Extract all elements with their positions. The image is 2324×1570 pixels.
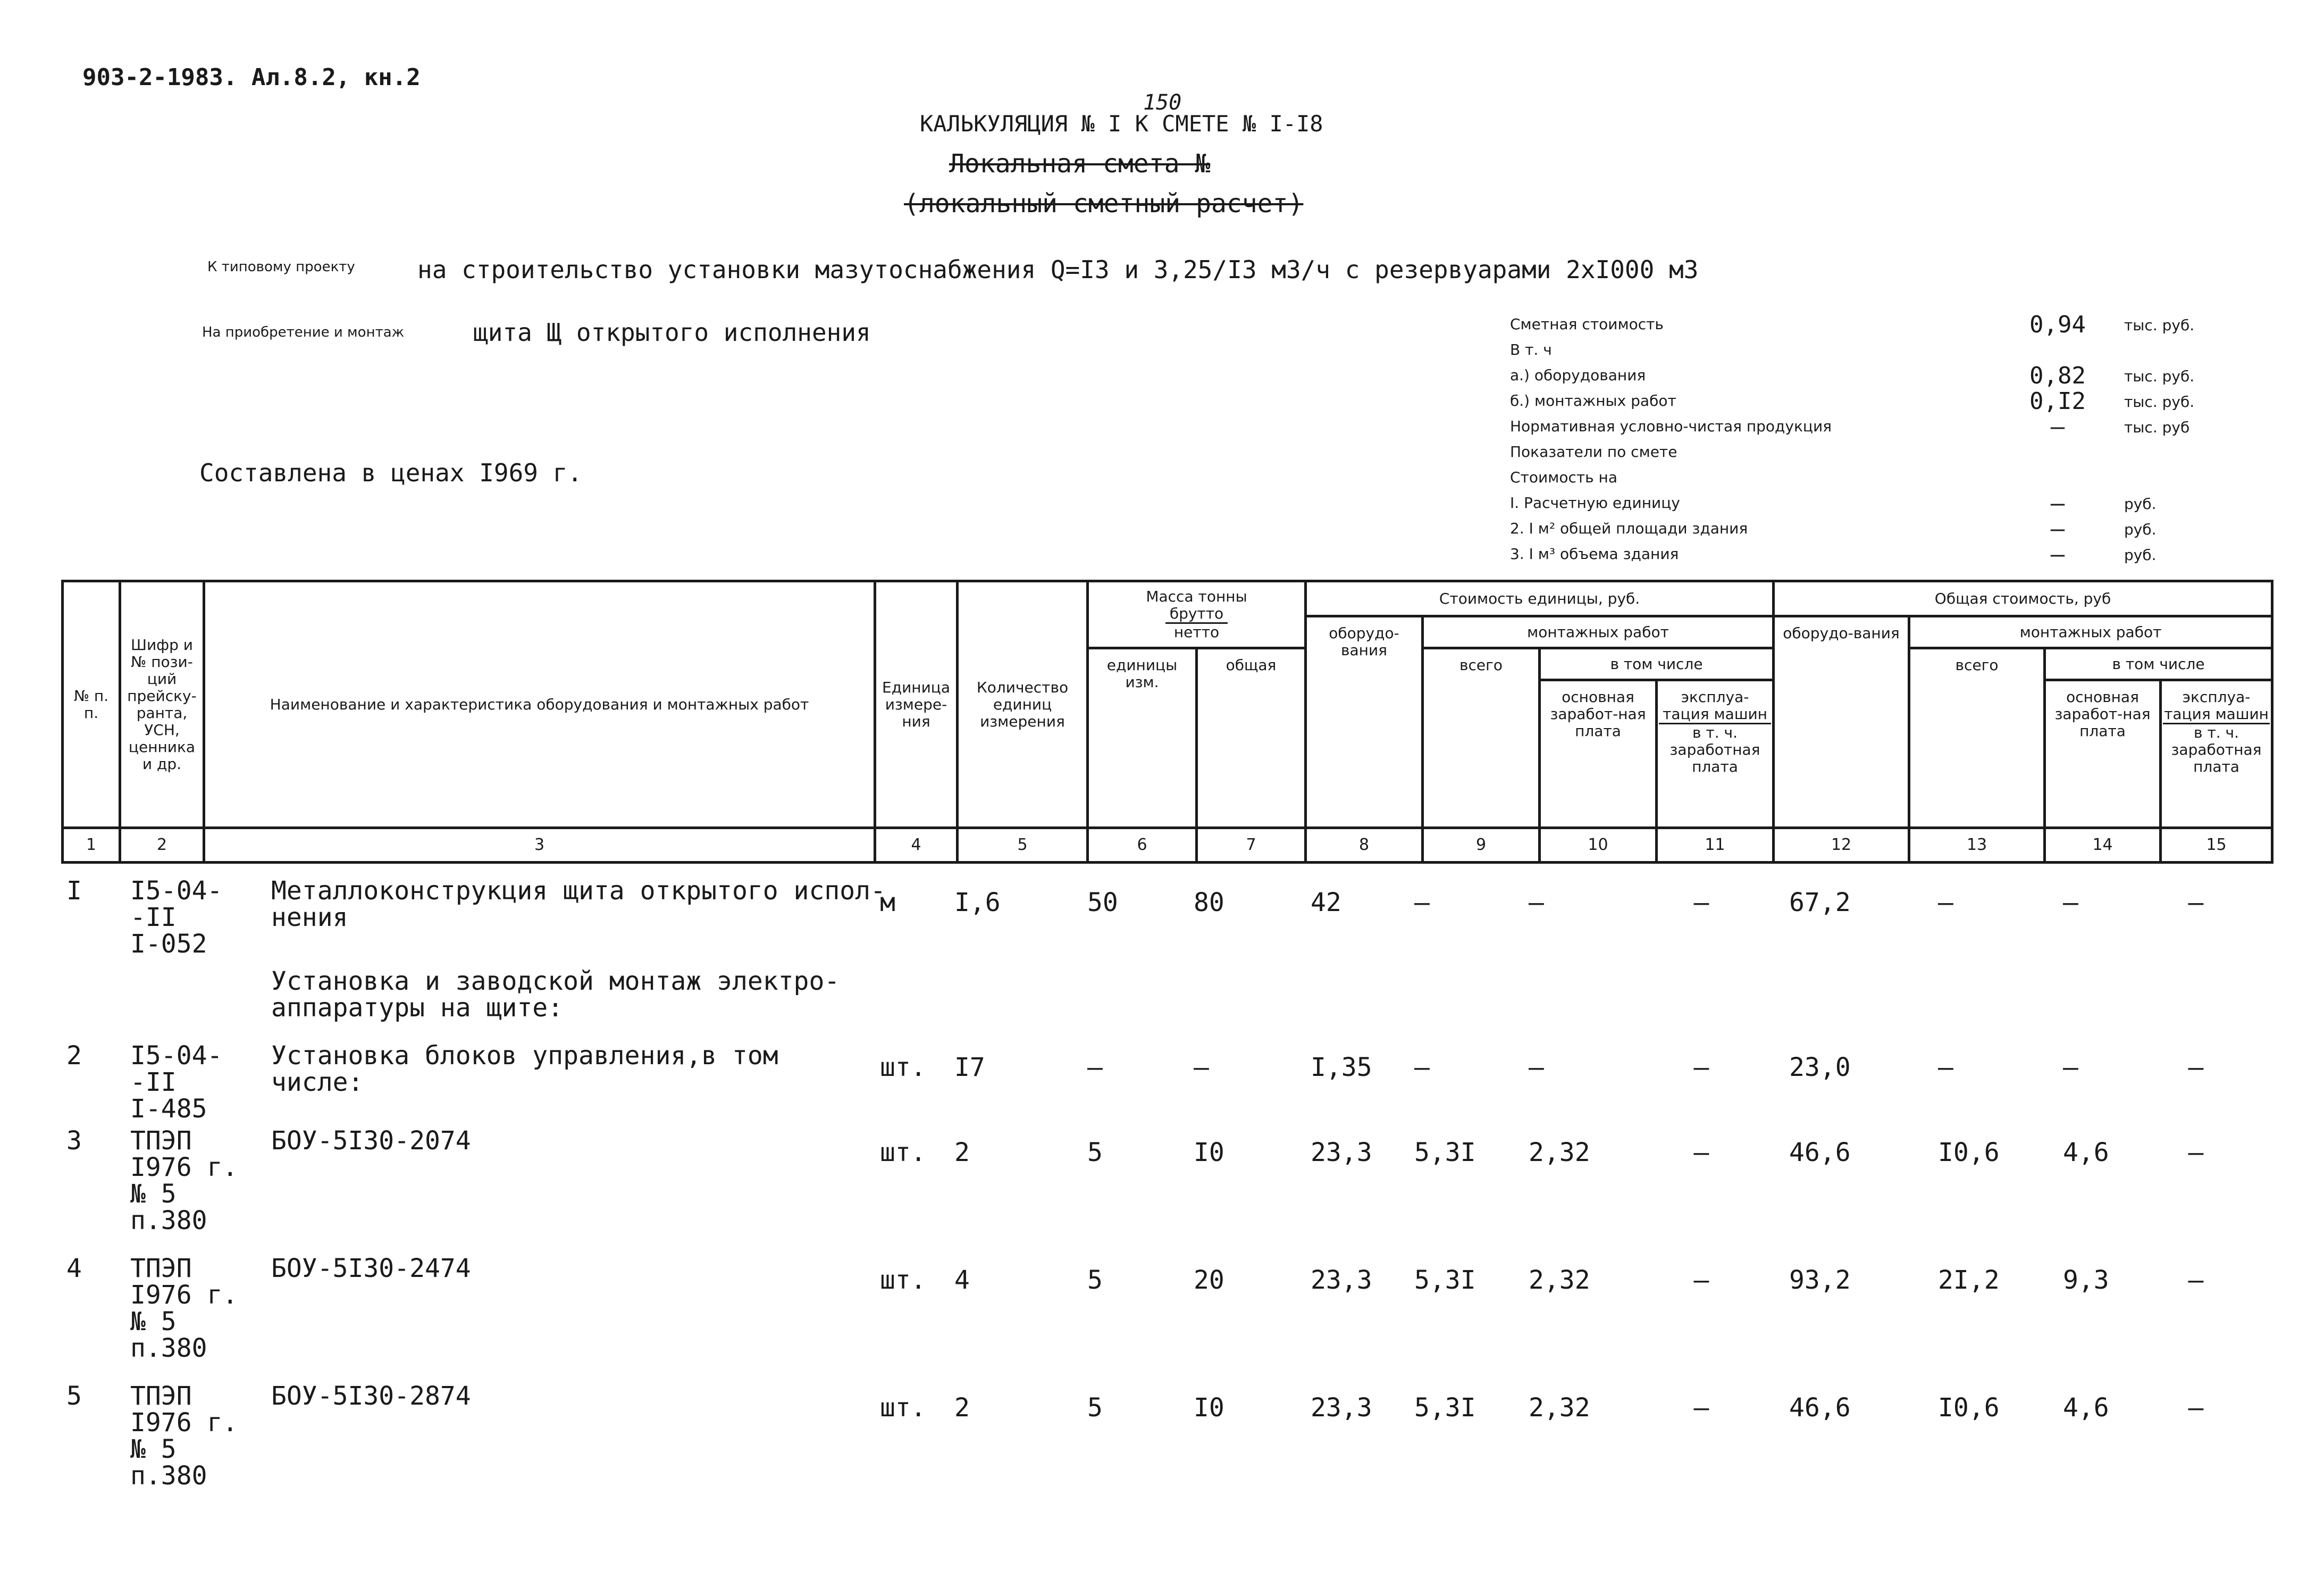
summary-row [1510,413,2254,439]
table-body [61,878,2270,1489]
summary-value: – [2050,413,2065,440]
hdr-total-machine-wage: в т. ч. заработная плата [2171,724,2262,775]
row-equipment-cost: 23,3 [1311,1393,1372,1423]
hdr-col-code: Шифр и № пози-ций прейску-ранта, УСН, ценника и др. [120,581,204,828]
row-machine: – [1693,1138,1709,1167]
summary-row [1510,464,2254,490]
hdr-unit-mount-all: всего [1423,648,1540,828]
row-number: 4 [66,1254,82,1283]
row-number: 5 [66,1381,82,1411]
table-row [61,1383,2270,1489]
row-number: 3 [66,1126,82,1156]
hdr-total-machine [2161,680,2272,828]
table-row [61,968,2270,1042]
row-total-mount-all: – [1938,1053,1953,1082]
row-total-mount-all: – [1938,888,1953,917]
row-base-wage: 2,32 [1529,1393,1590,1423]
hdr-mass-netto: нетто [1173,623,1220,641]
summary-value: 0,82 [2029,362,2086,389]
summary-unit: тыс. руб. [2124,368,2195,385]
row-total-machine: – [2188,1138,2204,1167]
row-unit: шт. [880,1265,926,1295]
row-total-base-wage: 9,3 [2063,1265,2109,1295]
struck-title-line1: Локальная смета № [949,149,1211,179]
row-number: 2 [66,1041,82,1071]
row-mass-total: I0 [1194,1138,1224,1167]
hdr-mass-total: общая [1197,648,1306,828]
hdr-total-mount: монтажных работ [1909,616,2272,648]
summary-unit: руб. [2124,521,2157,538]
hdr-unit-machine-op: эксплуа-тация машин [1659,689,1771,724]
hdr-total-mount-all: всего [1909,648,2045,828]
row-qty: I,6 [954,888,1001,917]
row-total-machine: – [2188,1265,2204,1295]
hdr-total-incl: в том числе [2045,648,2272,680]
summary-row [1510,439,2254,464]
summary-label: Стоимость на [1510,469,1618,486]
row-mass-unit: – [1087,1053,1103,1082]
hdr-mass-label: Масса тонны [1146,588,1247,605]
row-unit: шт. [880,1393,926,1423]
hdr-col-no: № п. п. [63,581,120,828]
hdr-total-cost-group: Общая стоимость, руб [1774,581,2272,616]
row-equipment-cost: 23,3 [1311,1138,1372,1167]
row-name: Установка блоков управления,в том числе: [271,1041,778,1097]
column-number: 12 [1774,828,1909,863]
summary-unit: тыс. руб. [2124,393,2195,411]
hdr-mass-brutto: брутто [1165,605,1228,624]
row-mass-unit: 5 [1087,1265,1103,1295]
row-total-equipment: 23,0 [1789,1053,1851,1082]
row-name: Установка и заводской монтаж электро- аппаратуры на щите: [271,966,840,1023]
row-name: БОУ-5I30-2474 [271,1254,471,1283]
summary-row [1510,388,2254,413]
summary-value: 0,94 [2029,311,2086,338]
column-number: 2 [120,828,204,863]
document-id: 903-2-1983. Ал.8.2, кн.2 [82,64,421,91]
row-machine: – [1693,888,1709,917]
row-machine: – [1693,1265,1709,1295]
row-total-equipment: 93,2 [1789,1265,1851,1295]
handwritten-number: 150 [1143,90,1182,115]
row-mount-all: 5,3I [1414,1265,1476,1295]
row-total-equipment: 46,6 [1789,1393,1851,1423]
summary-label: Показатели по смете [1510,443,1677,461]
summary-row [1510,337,2254,362]
row-equipment-cost: 42 [1311,888,1341,917]
column-number: 5 [958,828,1088,863]
row-total-base-wage: – [2063,888,2078,917]
row-code: I5-04- -II I-052 [130,876,223,959]
summary-unit: тыс. руб. [2124,316,2195,334]
row-total-mount-all: I0,6 [1938,1138,2000,1167]
row-equipment-cost: I,35 [1311,1053,1372,1082]
row-mass-total: 20 [1194,1265,1224,1295]
table-row [61,1128,2270,1255]
hdr-unit-machine-wage: в т. ч. заработная плата [1669,724,1760,775]
row-unit: м [880,888,895,917]
hdr-unit-equipment: оборудо-вания [1306,616,1423,828]
calculation-title: КАЛЬКУЛЯЦИЯ № I К СМЕТЕ № I-I8 [920,111,1323,137]
summary-label: В т. ч [1510,341,1552,358]
row-mass-unit: 5 [1087,1393,1103,1423]
row-machine: – [1693,1393,1709,1423]
hdr-total-equipment: оборудо-вания [1774,616,1909,828]
row-total-mount-all: I0,6 [1938,1393,2000,1423]
summary-value: – [2050,490,2065,517]
purpose-label: На приобретение и монтаж [202,324,405,340]
cost-summary [1510,311,2254,566]
summary-label: Сметная стоимость [1510,315,1664,333]
row-unit: шт. [880,1053,926,1082]
column-number: 14 [2045,828,2161,863]
row-code: ТПЭП I976 г. № 5 п.380 [130,1254,238,1363]
row-total-base-wage: – [2063,1053,2078,1082]
row-machine: – [1693,1053,1709,1082]
row-mount-all: 5,3I [1414,1393,1476,1423]
row-number: I [66,876,82,906]
hdr-unit-machine [1657,680,1774,828]
column-number: 6 [1088,828,1197,863]
struck-title-line2: (локальный сметный расчет) [904,189,1304,219]
summary-value: 0,I2 [2029,388,2086,415]
row-mass-unit: 5 [1087,1138,1103,1167]
column-number-row [63,828,2272,863]
row-name: БОУ-5I30-2874 [271,1381,471,1411]
hdr-col-qty: Количество единиц измерения [958,581,1088,828]
summary-row [1510,490,2254,515]
summary-value: – [2050,515,2065,542]
summary-label: 3. I м³ объема здания [1510,545,1679,563]
row-qty: 2 [954,1393,970,1423]
row-mass-total: 80 [1194,888,1224,917]
row-base-wage: – [1529,1053,1544,1082]
summary-label: 2. I м² общей площади здания [1510,520,1748,537]
column-number: 11 [1657,828,1774,863]
summary-label: а.) оборудования [1510,366,1646,384]
row-total-equipment: 46,6 [1789,1138,1851,1167]
row-equipment-cost: 23,3 [1311,1265,1372,1295]
row-mass-total: I0 [1194,1393,1224,1423]
row-total-base-wage: 4,6 [2063,1393,2109,1423]
table-header [61,580,2270,856]
row-total-machine: – [2188,1393,2204,1423]
row-total-equipment: 67,2 [1789,888,1851,917]
column-number: 9 [1423,828,1540,863]
summary-row [1510,311,2254,337]
row-total-base-wage: 4,6 [2063,1138,2109,1167]
hdr-mass-unit: единицы изм. [1088,648,1197,828]
row-mass-unit: 50 [1087,888,1118,917]
hdr-total-base-wage: основная заработ-ная плата [2045,680,2161,828]
table-row [61,1042,2270,1128]
row-total-machine: – [2188,888,2204,917]
row-mount-all: – [1414,1053,1430,1082]
hdr-unit-incl: в том числе [1540,648,1774,680]
row-code: ТПЭП I976 г. № 5 п.380 [130,1381,238,1491]
row-name: Металлоконструкция щита открытого испол- нения [271,876,886,932]
row-qty: I7 [954,1053,985,1082]
project-text: на строительство установки мазутоснабжения Q=I3 и 3,25/I3 м3/ч с резервуарами 2хI000 м3 [417,255,1699,284]
row-qty: 4 [954,1265,970,1295]
row-mount-all: – [1414,888,1430,917]
hdr-unit-mount: монтажных работ [1423,616,1774,648]
summary-label: I. Расчетную единицу [1510,494,1680,512]
row-total-mount-all: 2I,2 [1938,1265,2000,1295]
column-number: 7 [1197,828,1306,863]
table-row [61,1255,2270,1383]
column-number: 13 [1909,828,2045,863]
row-base-wage: 2,32 [1529,1138,1590,1167]
hdr-col-name: Наименование и характеристика оборудования и монтажных работ [204,581,875,828]
summary-unit: руб. [2124,495,2157,513]
hdr-unit-cost-group: Стоимость единицы, руб. [1306,581,1774,616]
table-row [61,878,2270,968]
summary-row [1510,362,2254,388]
row-qty: 2 [954,1138,970,1167]
summary-label: б.) монтажных работ [1510,392,1676,410]
column-number: 15 [2161,828,2272,863]
column-number: 10 [1540,828,1657,863]
summary-row [1510,515,2254,541]
summary-unit: руб. [2124,546,2157,564]
hdr-mass-group [1088,581,1306,648]
row-base-wage: – [1529,888,1544,917]
row-code: I5-04- -II I-485 [130,1041,223,1124]
row-name: БОУ-5I30-2074 [271,1126,471,1156]
hdr-col-unit: Единица измере-ния [875,581,958,828]
prices-text: Составлена в ценах I969 г. [199,458,583,487]
row-total-machine: – [2188,1053,2204,1082]
row-unit: шт. [880,1138,926,1167]
hdr-unit-base-wage: основная заработ-ная плата [1540,680,1657,828]
row-mass-total: – [1194,1053,1209,1082]
summary-row [1510,541,2254,566]
row-mount-all: 5,3I [1414,1138,1476,1167]
purpose-text: щита Щ открытого исполнения [473,318,871,347]
column-number: 4 [875,828,958,863]
column-number: 1 [63,828,120,863]
row-code: ТПЭП I976 г. № 5 п.380 [130,1126,238,1235]
hdr-total-machine-op: эксплуа-тация машин [2163,689,2270,724]
column-number: 8 [1306,828,1423,863]
summary-unit: тыс. руб [2124,419,2190,436]
project-label: К типовому проекту [207,259,355,275]
column-number: 3 [204,828,875,863]
summary-value: – [2050,541,2065,568]
summary-label: Нормативная условно-чистая продукция [1510,417,1832,435]
row-base-wage: 2,32 [1529,1265,1590,1295]
